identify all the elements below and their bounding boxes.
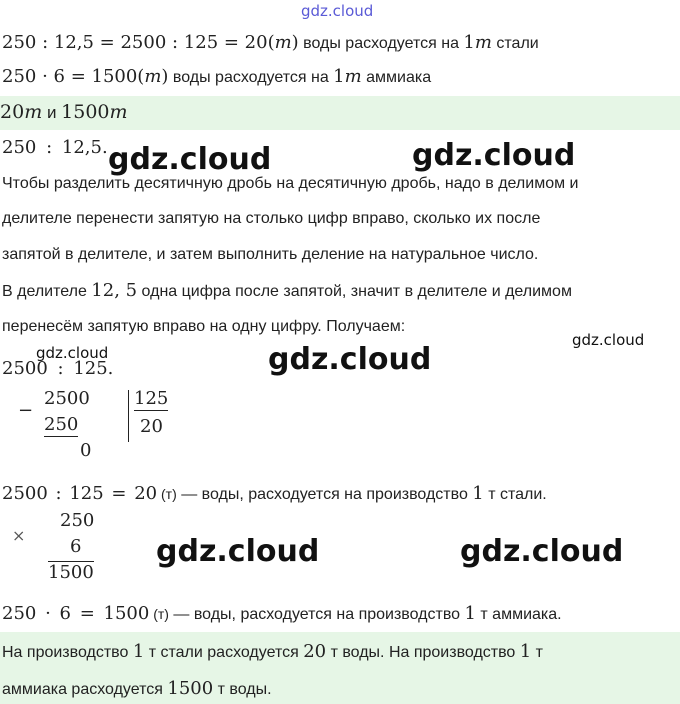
text: В делителе	[2, 283, 92, 300]
unit: т	[474, 32, 492, 53]
text: т воды.	[213, 681, 272, 698]
number: 12, 5	[91, 280, 138, 301]
watermark: gdz.cloud	[412, 138, 576, 173]
subtrahend: 250	[44, 414, 79, 435]
text: т воды. На производство	[326, 644, 520, 661]
paragraph-2-line-2: перенесём запятую вправо на одну цифру. Получаем:	[2, 318, 406, 335]
text: т стали расходуется	[144, 644, 304, 661]
number: 1	[463, 32, 475, 53]
product: 1500	[48, 562, 94, 583]
watermark: gdz.cloud	[108, 142, 272, 177]
factor-b: 6	[70, 536, 82, 557]
number: 1	[132, 641, 145, 662]
dividend: 2500	[44, 388, 90, 409]
divisor: 125	[134, 388, 169, 409]
unit: (т)	[149, 606, 169, 622]
watermark: gdz.cloud	[36, 344, 109, 362]
text: т	[531, 644, 543, 661]
watermark: gdz.cloud	[460, 534, 624, 569]
equation-math: 2500 : 125 = 20	[2, 483, 158, 504]
number: 20	[303, 641, 327, 662]
equation-text: воды расходуется на	[168, 69, 334, 86]
answer-highlight-1	[0, 96, 680, 130]
unit: (т)	[157, 486, 177, 502]
final-answer-line-1	[2, 641, 543, 664]
text: одна цифра после запятой, значит в делителе и делимом	[137, 283, 572, 300]
division-expression: 2500 : 125.	[2, 358, 114, 379]
equation-text: аммиака	[361, 69, 432, 86]
long-division	[0, 386, 200, 466]
unit: т	[144, 66, 162, 87]
explanation-line-2: делителе перенести запятую на столько цифр вправо, сколько их после	[2, 210, 541, 227]
final-answer-line-2	[2, 678, 272, 701]
text: На производство	[2, 644, 133, 661]
multiply-sign: ×	[12, 526, 26, 545]
equation-text: стали	[491, 35, 539, 52]
unit: т	[24, 101, 43, 123]
unit: т	[274, 32, 292, 53]
paren: )	[161, 66, 169, 87]
paragraph-2-line-1	[2, 280, 572, 303]
equation-text: воды расходуется на	[298, 35, 464, 52]
text: аммиака расходуется	[2, 681, 168, 698]
quotient: 20	[140, 416, 163, 437]
watermark-top: gdz.cloud	[301, 2, 374, 20]
unit: т	[344, 66, 362, 87]
text: т аммиака.	[475, 606, 562, 623]
text: — воды, расходуется на производство	[168, 606, 465, 623]
watermark: gdz.cloud	[268, 342, 432, 377]
watermark: gdz.cloud	[572, 331, 645, 349]
conjunction: и	[42, 103, 62, 122]
number: 1	[464, 603, 476, 624]
answer-line	[0, 101, 128, 125]
explanation-line-1: Чтобы разделить десятичную дробь на десятичную дробь, надо в делимом и	[2, 175, 579, 192]
result-line-1	[2, 483, 547, 506]
column-multiplication	[0, 508, 120, 588]
factor-a: 250	[60, 510, 95, 531]
explanation-line-3: запятой в делителе, и затем выполнить деление на натуральное число.	[2, 246, 539, 263]
division-expression: 250 : 12,5.	[2, 137, 108, 158]
text: т стали.	[483, 486, 547, 503]
equation-math: 250 · 6 = 1500	[2, 603, 150, 624]
minus-sign: −	[18, 400, 34, 421]
unit: т	[109, 101, 128, 123]
watermark: gdz.cloud	[156, 534, 320, 569]
paren: )	[291, 32, 299, 53]
text: — воды, расходуется на производство	[176, 486, 473, 503]
equation-line-2	[2, 66, 431, 89]
number: 1500	[61, 101, 110, 123]
equation-line-1	[2, 32, 539, 55]
number: 1	[333, 66, 345, 87]
number: 1	[472, 483, 484, 504]
number: 20	[0, 101, 25, 123]
number: 1500	[167, 678, 214, 699]
remainder: 0	[80, 440, 92, 461]
result-line-2	[2, 603, 562, 626]
division-bar-vertical	[128, 390, 129, 442]
equation-math: 250 : 12,5 = 2500 : 125 = 20(	[2, 32, 275, 53]
equation-math: 250 · 6 = 1500(	[2, 66, 145, 87]
answer-highlight-2	[0, 632, 680, 704]
number: 1	[519, 641, 532, 662]
